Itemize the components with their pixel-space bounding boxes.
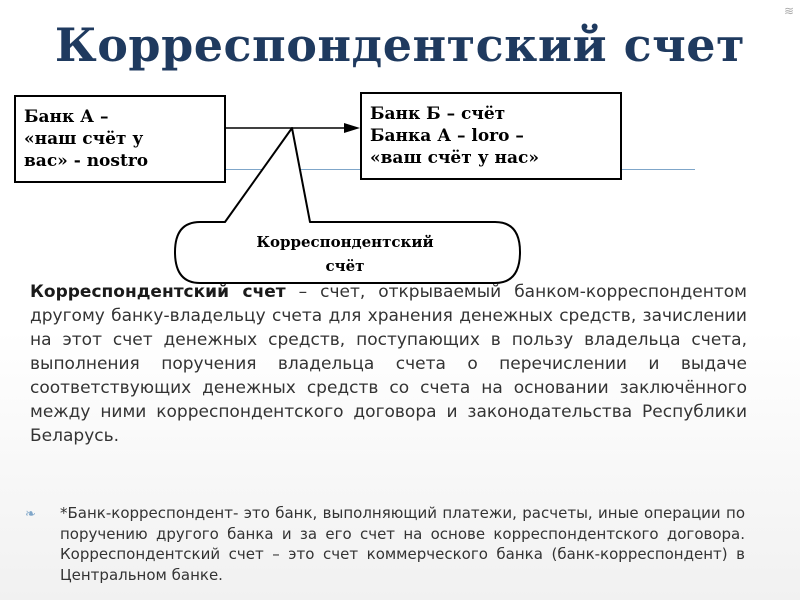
page-title: Корреспондентский счет [54, 18, 746, 72]
bank-a-line: вас» - nostro [24, 151, 149, 171]
bank-b-box [360, 92, 622, 180]
footnote-text: *Банк-корреспондент- это банк, выполняющий платежи, расчеты, иные операции по поручению другого банка и за его счет на основе корреспондентского договора. Корреспондентский счет – это счет коммерческого банка (банк-корреспондент) в Центральном банке. [60, 504, 745, 584]
bank-a-box [14, 95, 226, 183]
menu-icon[interactable]: ≋ [783, 4, 794, 18]
arrow-head [344, 123, 360, 133]
footnote [25, 503, 745, 585]
definition-text: – счет, открываемый банком-корреспондентом другому банку-владельцу счета для хранения денежных средств, зачислении на этот счет денежных средств, поступающих в пользу владельца счета, выполнения поручения владельца счета о перечислении и выдаче соответствующих денежных средств со счета на основании заключённого между ними корреспондентского договора и законодательства Республики Беларусь. [30, 282, 747, 446]
bank-b-line: «ваш счёт у нас» [370, 148, 539, 168]
bank-b-line: Банк Б – счёт [370, 104, 506, 124]
bank-b-line: Банка А – loro – [370, 126, 524, 146]
definition-paragraph [30, 280, 747, 448]
bank-a-line: Банк А – [24, 107, 109, 127]
bank-a-line: «наш счёт у [24, 129, 144, 149]
definition-term: Корреспондентский счет [30, 282, 286, 302]
callout-label [175, 230, 515, 278]
callout-line: Корреспондентский [256, 233, 434, 251]
leaf-bullet-icon: ❧ [25, 507, 36, 522]
callout-line: счёт [325, 257, 365, 275]
